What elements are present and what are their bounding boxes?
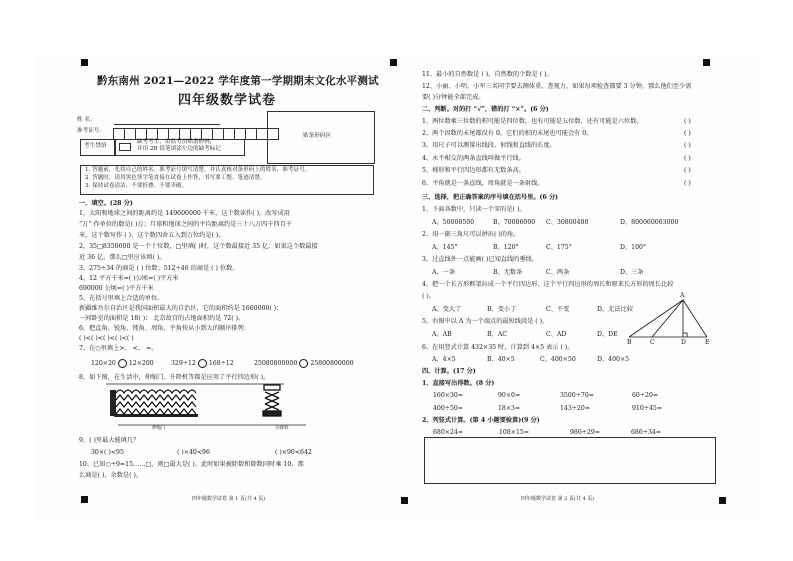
choice-q1: 1、下面各数中，只读一个零的是( )。: [422, 206, 526, 213]
registration-mark-bottom-center: [401, 497, 408, 504]
q3: 3、275÷34 的商是 ( ) 位数；512÷46 的商是 ( ) 位数。: [79, 265, 239, 272]
q7-compare-3: 25080800000 25800800000: [254, 360, 354, 367]
triangle-label-D: D: [681, 339, 686, 346]
choice-q1-B[interactable]: B、70086000: [493, 219, 536, 226]
section4-sub1-title: 1、直接写出得数。(8 分): [422, 380, 495, 387]
q5-line3: 一间卧室的面积是 18( )； 北京故宫的占地面积约是 72( )。: [79, 315, 245, 322]
registration-mark-bottom-left: [81, 496, 88, 503]
q2-line2: 近 36 亿，那么□里应该填( )。: [79, 254, 166, 261]
choice-q4-line2: ( )。: [422, 293, 435, 300]
choice-q3-B[interactable]: B、无数条: [493, 269, 523, 276]
oral-2-4: 910÷45≈: [632, 405, 663, 412]
choice-q4-D[interactable]: D、无法比较: [597, 306, 633, 313]
oral-2-2: 18×3=: [498, 405, 521, 412]
barcode-area-label: 贴条形码区: [303, 133, 331, 139]
judge-3: 3、用尺子可以测量出线段、射线和直线的长度。: [422, 142, 556, 149]
oral-1-1: 160×30=: [433, 392, 464, 399]
absent-note-line2: 并用 2B 铅笔填涂左边的缺考标记: [137, 146, 221, 152]
choice-q4-C[interactable]: C、不变: [546, 306, 570, 313]
q8-text: 8、如下图，在生活中，伸缩门、升降机等都是应用了平行四边形( )。: [79, 374, 270, 381]
name-label: 姓 名：: [77, 117, 96, 123]
q4-line1: 4、12 平方千米=( )公顷=( )平方米: [79, 275, 179, 282]
exam-title: 黔东南州 2021—2022 学年度第一学期期末文化水平测试: [97, 75, 379, 87]
choice-q3: 3、过直线外一点能画( )已知直线的垂线。: [422, 256, 538, 263]
judge-4: 4、永不相交的两条直线叫做平行线。: [422, 155, 525, 162]
oral-2-3: 143÷20≈: [560, 405, 591, 412]
choice-q1-D[interactable]: D、800060003000: [620, 219, 679, 226]
vertical-1: 680×24=: [433, 429, 464, 436]
vertical-calc-answer-box[interactable]: [424, 437, 716, 484]
instruction-3: 3. 保持试卷清洁，不要折叠、不要弄破。: [85, 183, 188, 189]
q12-line2: 要( )分钟能全部完成。: [422, 94, 485, 101]
instruction-2: 2. 答题时，请用黑色签字笔直接在试卷上作答，书写要工整、笔迹清楚。: [85, 175, 266, 181]
q9-item-2: ( )×40<96: [177, 449, 210, 456]
choice-q2-C[interactable]: C、175°: [546, 244, 572, 251]
q5-line2: 新疆维吾尔自治区是我国面积最大的自治区，它的面积约是 1660000( )；: [79, 305, 283, 312]
q8-label-lift: 升降机: [275, 426, 289, 431]
q11: 11、最小的自然数是 ( )，自然数的个数是 ( )。: [422, 71, 553, 78]
q12-line1: 12、小丽、小明、小军三名同学要去测体重、查视力，如果每项检查都要 3 分钟，那么他们至少需: [422, 83, 692, 90]
absent-note-line1: 缺考考生，由监考员贴条形码，: [137, 139, 216, 145]
choice-q5-D[interactable]: D、DE: [597, 331, 618, 338]
choice-q6: 6、在用竖式计算 432×35 时，计算到 4×5 表示 ( )。: [422, 344, 574, 351]
q8-label-gate: 伸缩门: [152, 426, 166, 431]
vertical-4: 686÷34=: [631, 429, 662, 436]
forbidden-label: 考生禁填: [84, 143, 107, 149]
q5-line1: 5、在括号里填上合适的单位。: [79, 295, 164, 302]
compare-circle[interactable]: [118, 359, 127, 368]
choice-q3-A[interactable]: A、一条: [432, 269, 456, 276]
section1-title: 一、填空。(28 分): [79, 200, 133, 207]
q10-line2: 么商是( )，余数是( )。: [79, 472, 143, 479]
triangle-label-C: C: [650, 339, 655, 346]
registration-mark-top-center: [390, 59, 397, 66]
choice-q2-A[interactable]: A、145°: [432, 244, 458, 251]
judge-1: 1、两位数乘三位数的积可能是四位数，也有可能是五位数，还有可能是六位数。: [422, 118, 643, 125]
choice-q5-C[interactable]: C、AD: [546, 331, 567, 338]
section3-title: 三、选择，把正确答案的序号填在括号里。(6 分): [422, 194, 559, 201]
choice-q4-B[interactable]: B、变小了: [487, 306, 517, 313]
oral-1-3: 3500÷70=: [560, 392, 594, 399]
q1-line2: “万” 作单位的数是( )万；月球和地球之间的平均距离约是三十八万四千四百千: [79, 221, 293, 228]
registration-mark-top-right: [703, 59, 710, 66]
q8-illustration: [106, 383, 306, 427]
exam-subtitle: 四年级数学试卷: [178, 93, 277, 108]
choice-q5: 5、右图中以 A 为一个端点的最短线段是 ( )。: [422, 318, 549, 325]
footer-page2: 四年级数学试卷 第 2 页(共 4 页): [521, 496, 595, 502]
judge-answer-1[interactable]: ( ): [684, 118, 691, 125]
compare-circle[interactable]: [299, 359, 308, 368]
q9-item-1: 30×( )<95: [91, 449, 124, 456]
instruction-1: 1. 答题前，先将自己的姓名、准考证号填写清楚，并认真核对条形码上的姓名、准考证号。: [85, 167, 311, 173]
q1-line3: 米，这个数写作 ( )，这个数四舍五入到万位约是( )。: [79, 232, 225, 239]
q7-compare-1: 120×20 12×200: [91, 360, 154, 367]
choice-q2: 2、用一副三角尺可以拼出( )的角。: [422, 231, 520, 238]
judge-answer-2[interactable]: ( ): [684, 130, 691, 137]
section4-title: 四、计算。(17 分): [422, 368, 476, 375]
choice-q4-line1: 4、把一个长方形框架拉成一个平行四边形，这个平行四边形的周长和原来长方形的周长比较: [422, 281, 674, 288]
judge-2: 2、两个因数的末尾都没有 0，它们的积的末尾也可能会有 0。: [422, 130, 593, 137]
judge-answer-5[interactable]: ( ): [684, 167, 691, 174]
q9-title: 9、( )里最大能填几？: [79, 437, 140, 444]
choice-q1-C[interactable]: C、30800400: [546, 219, 589, 226]
oral-1-4: 60÷20=: [632, 392, 659, 399]
section2-title: 二、判断。对的打 “√”，错的打 “×”。(6 分): [422, 106, 549, 113]
footer-page1: 四年级数学试卷 第 1 页(共 4 页): [192, 496, 266, 502]
judge-5: 5、梯形和平行四边形都有无数条高。: [422, 167, 525, 174]
triangle-label-A: A: [680, 292, 685, 299]
choice-q6-A[interactable]: A、4×5: [432, 356, 456, 363]
triangle-label-B: B: [627, 339, 632, 346]
q4-line2: 690000 公顷=( )平方千米: [79, 285, 154, 292]
section4-sub2-title: 2、列竖式计算。(第 4 小题要验算)(9 分): [422, 417, 540, 424]
oral-1-2: 90×0=: [498, 392, 521, 399]
choice-q6-D[interactable]: D、400×5: [597, 356, 630, 363]
choice-q5-A[interactable]: A、AB: [432, 331, 452, 338]
registration-mark-top-left: [81, 59, 88, 66]
choice-q3-C[interactable]: C、两条: [546, 269, 570, 276]
q7-title: 7、在○里填上>、 <、 =。: [79, 345, 158, 352]
exam-id-label: 准考证号：: [77, 128, 105, 134]
judge-answer-3[interactable]: ( ): [684, 142, 691, 149]
q9-item-3: ( )×90<642: [275, 449, 312, 456]
judge-answer-6[interactable]: ( ): [684, 180, 691, 187]
registration-mark-bottom-right: [719, 497, 726, 504]
choice-q5-B[interactable]: B、AC: [487, 331, 507, 338]
choice-q2-B[interactable]: B、120°: [493, 244, 519, 251]
judge-answer-4[interactable]: ( ): [684, 155, 691, 162]
q10-line1: 10、已知○÷9=15……□，则□最大是( )，此时如果被除数和除数同时乘 10，那: [79, 461, 304, 468]
q7-compare-2: 329÷12 168÷12: [171, 360, 234, 367]
compare-circle[interactable]: [198, 359, 207, 368]
q6-line2: ( )<( )<( )<( )<( ): [79, 335, 134, 342]
q6-line1: 6、把直角、锐角、钝角、周角、平角按从小到大的顺序排列：: [79, 325, 250, 332]
oral-2-1: 400÷50=: [433, 405, 464, 412]
choice-q6-C[interactable]: C、400×50: [540, 356, 576, 363]
vertical-3: 986÷29=: [570, 429, 601, 436]
choice-q6-B[interactable]: B、40×5: [487, 356, 515, 363]
q2-line1: 2、35□8350600 是一个十位数，□里填( )时，这个数最接近 35 亿；如果这个数最接: [79, 243, 318, 250]
absent-checkbox[interactable]: [119, 143, 131, 151]
judge-6: 6、平角就是一条直线，周角就是一条射线。: [422, 180, 544, 187]
triangle-label-E: E: [705, 339, 710, 346]
vertical-2: 108×15=: [499, 429, 530, 436]
q1-line1: 1、太阳和地球之间的距离约是 149600000 千米，这个数读作( )，改写成用: [79, 210, 290, 217]
choice-q4-A[interactable]: A、变大了: [432, 306, 462, 313]
choice-q2-D[interactable]: D、100°: [620, 244, 647, 251]
choice-q3-D[interactable]: D、三条: [620, 269, 644, 276]
choice-q1-A[interactable]: A、50008500: [432, 219, 475, 226]
